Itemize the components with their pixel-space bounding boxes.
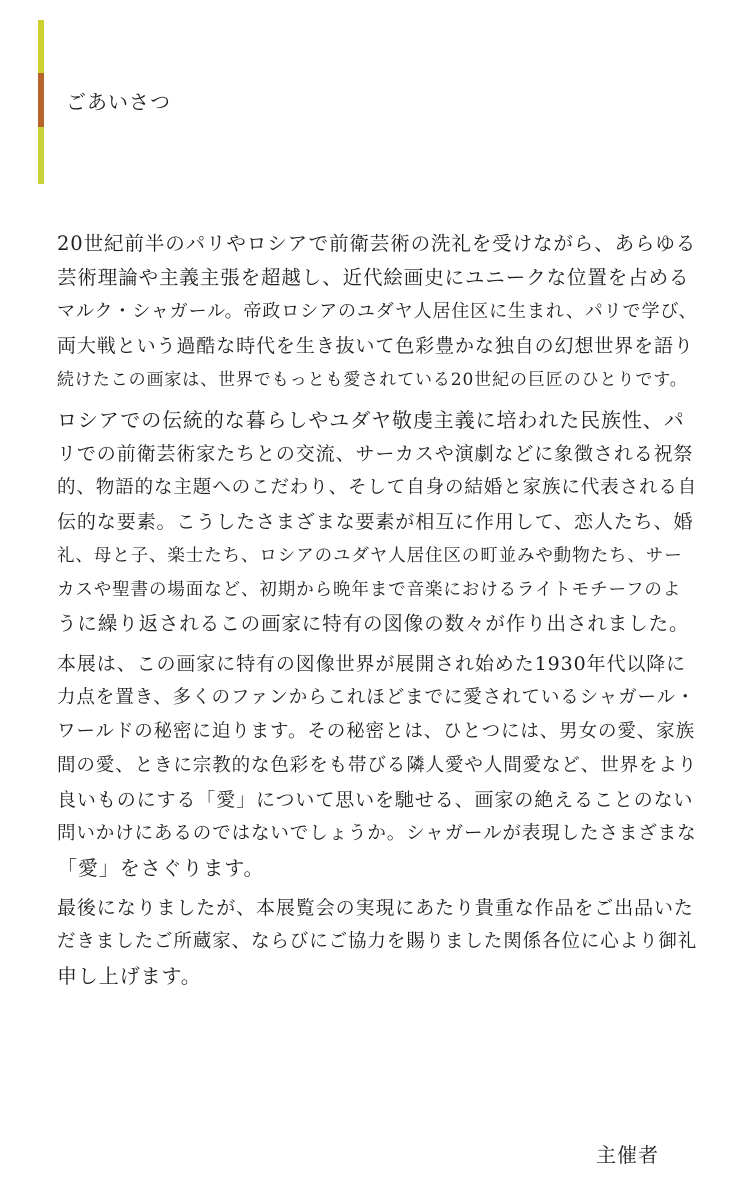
signature: 主催者: [596, 1143, 659, 1167]
accent-bar-middle: [38, 73, 44, 127]
text-line: 伝的な要素。こうしたさまざまな要素が相互に作用して、恋人たち、婚: [57, 511, 694, 533]
text-line: だきましたご所蔵家、ならびにご協力を賜りました関係各位に心より御礼: [57, 931, 698, 952]
paragraph: [57, 647, 697, 885]
text-line: カスや聖書の場面など、初期から晩年まで音楽におけるライトモチーフのよ: [57, 580, 682, 600]
text-line: 芸術理論や主義主張を超越し、近代絵画史にユニークな位置を占める: [57, 266, 690, 289]
paragraph: [57, 403, 697, 641]
text-line: 良いものにする「愛」について思いを馳せる、画家の絶えることのない: [57, 789, 694, 811]
accent-bar: [38, 20, 44, 184]
page-title: ごあいさつ: [66, 90, 171, 114]
text-line: ロシアでの伝統的な暮らしやユダヤ敬虔主義に培われた民族性、パ: [57, 408, 685, 432]
text-line: 申し上げます。: [57, 964, 202, 988]
text-line: 力点を置き、多くのファンからこれほどまでに愛されているシャガール・: [57, 687, 696, 708]
text-line: 的、物語的な主題へのこだわり、そして自身の結婚と家族に代表される自: [57, 477, 698, 498]
accent-bar-top: [38, 20, 44, 73]
paragraph: [57, 227, 697, 397]
text-line: 本展は、この画家に特有の図像世界が展開され始めた1930年代以降に: [57, 653, 687, 675]
text-line: 礼、母と子、楽士たち、ロシアのユダヤ人居住区の町並みや動物たち、サー: [57, 546, 683, 566]
text-line: 続けたこの画家は、世界でもっとも愛されている20世紀の巨匠のひとりです。: [57, 370, 688, 390]
text-line: 両大戦という過酷な時代を生き抜いて色彩豊かな独自の幻想世界を語り: [57, 335, 694, 357]
text-line: リでの前衛芸術家たちとの交流、サーカスや演劇などに象徴される祝祭: [57, 443, 694, 465]
accent-bar-bottom: [38, 127, 44, 184]
text-line: 間の愛、ときに宗教的な色彩をも帯びる隣人愛や人間愛など、世界をより: [57, 755, 698, 776]
text-line: マルク・シャガール。帝政ロシアのユダヤ人居住区に生まれ、パリで学び、: [57, 301, 698, 322]
paragraph: [57, 891, 697, 993]
text-line: うに繰り返されるこの画家に特有の図像の数々が作り出されました。: [57, 612, 690, 635]
text-line: 20世紀前半のパリやロシアで前衛芸術の洗礼を受けながら、あらゆる: [57, 232, 697, 255]
text-line: 「愛」をさぐります。: [57, 856, 265, 880]
text-line: ワールドの秘密に迫ります。その秘密とは、ひとつには、男女の愛、家族: [57, 721, 695, 742]
text-line: 最後になりましたが、本展覧会の実現にあたり貴重な作品をご出品いた: [57, 897, 694, 919]
body-text: [57, 227, 697, 993]
text-line: 問いかけにあるのではないでしょうか。シャガールが表現したさまざまな: [57, 823, 697, 844]
